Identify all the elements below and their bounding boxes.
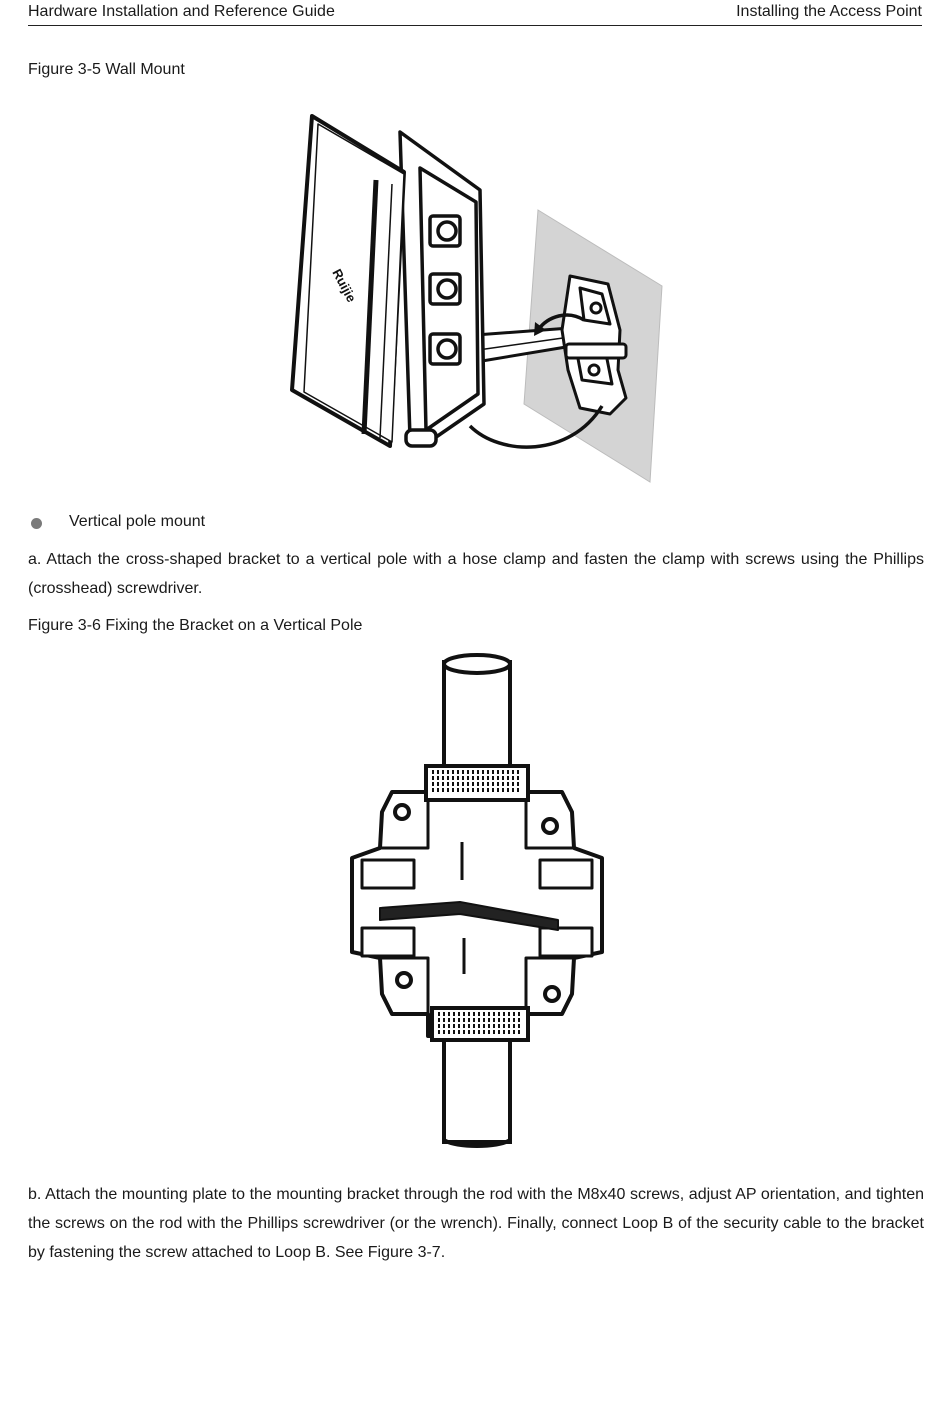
step-b-paragraph: b. Attach the mounting plate to the mounting bracket through the rod with the M8x40 screws, adjust AP orientation, and tighten the screws on the rod with the Phillips screwdriver (or the wrench). Finally, connect Loop B of the security cable to the bracket by fastening the screw attached to Loop B. See Figure 3-7. — [28, 1186, 924, 1261]
bullet-dot-icon — [31, 518, 42, 529]
hose-clamp-top — [426, 766, 528, 800]
cross-bracket — [352, 770, 602, 1036]
page-header — [28, 3, 922, 26]
figure-3-5-caption: Figure 3-5 Wall Mount — [28, 61, 185, 78]
access-point-front — [292, 116, 404, 446]
step-a-paragraph: a. Attach the cross-shaped bracket to a vertical pole with a hose clamp and fasten the clamp with screws using the Phillips (crosshead) screwdriver. — [28, 551, 924, 597]
ruijie-logo: Ruijie — [329, 266, 360, 305]
pole-bracket-illustration — [340, 652, 612, 1152]
figure-3-6-caption: Figure 3-6 Fixing the Bracket on a Vertical Pole — [28, 617, 363, 634]
header-guide-title: Hardware Installation and Reference Guide — [28, 3, 335, 20]
access-point-rear — [400, 132, 484, 446]
wall-mount-illustration — [280, 108, 670, 486]
header-section-title: Installing the Access Point — [736, 3, 922, 20]
bullet-item-label: Vertical pole mount — [69, 513, 206, 530]
hose-clamp-bottom — [432, 1008, 528, 1040]
